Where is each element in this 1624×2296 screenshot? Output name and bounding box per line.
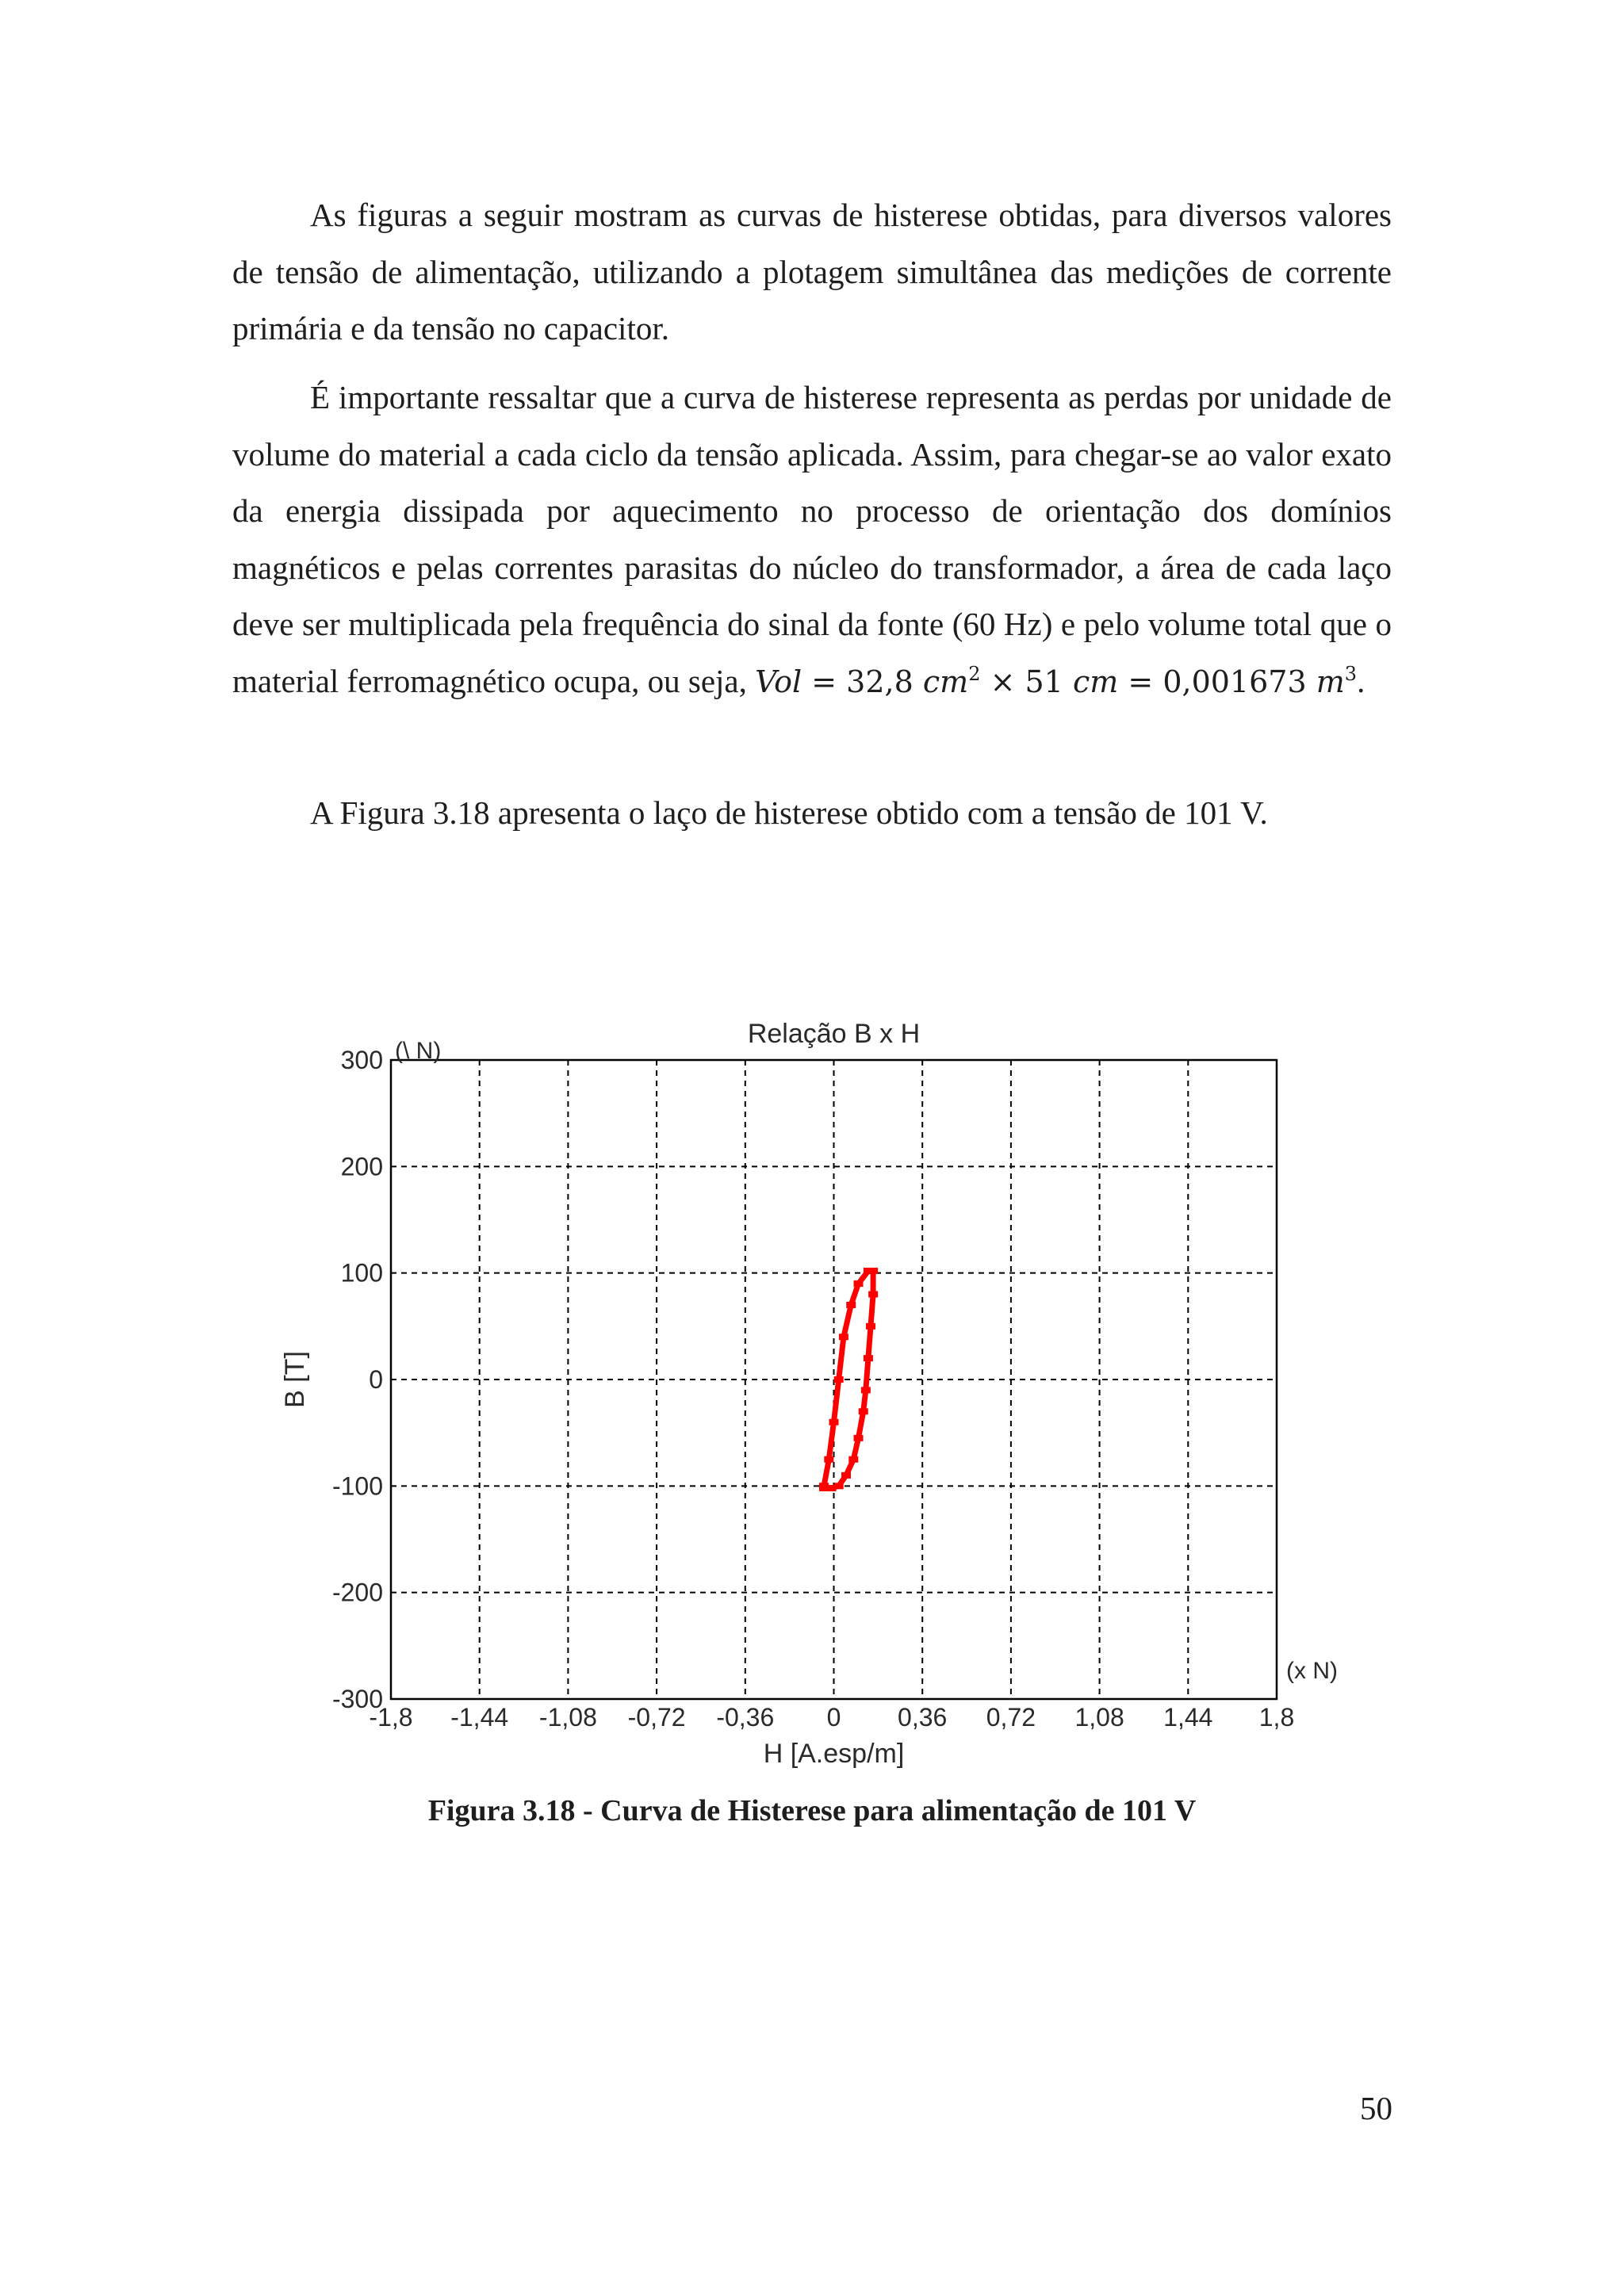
x-tick-label: -0,36 xyxy=(716,1703,775,1732)
volume-var: Vol xyxy=(755,664,802,699)
y-tick-label: 300 xyxy=(340,1046,383,1074)
hysteresis-point xyxy=(819,1483,829,1489)
x-axis-label: H [A.esp/m] xyxy=(763,1739,905,1769)
length-unit: cm xyxy=(1072,664,1119,699)
hysteresis-point xyxy=(868,1268,878,1274)
y-tick-label: 0 xyxy=(369,1365,383,1394)
y-tick-label: -200 xyxy=(331,1578,383,1607)
x-tick-label: -1,8 xyxy=(369,1703,413,1732)
paragraph-3-text: A Figura 3.18 apresenta o laço de histerese obtido com a tensão de 101 V. xyxy=(310,794,1268,831)
y-axis-label: B [T] xyxy=(280,1351,310,1408)
area-exponent: 2 xyxy=(968,662,981,685)
x-tick-label: 1,8 xyxy=(1258,1703,1295,1732)
hysteresis-point xyxy=(864,1355,873,1361)
page-number: 50 xyxy=(1360,2090,1392,2126)
volume-exponent: 3 xyxy=(1344,662,1358,685)
hysteresis-point xyxy=(861,1387,871,1393)
area-value: 32,8 xyxy=(846,664,914,699)
figure-hysteresis xyxy=(270,995,1356,1772)
hysteresis-point xyxy=(829,1419,839,1425)
hysteresis-point xyxy=(868,1292,878,1298)
y-tick-label: 100 xyxy=(340,1258,383,1288)
x-tick-label: -0,72 xyxy=(627,1703,686,1732)
hysteresis-point xyxy=(839,1334,848,1340)
y-tick-label: -100 xyxy=(331,1471,383,1501)
hysteresis-point xyxy=(854,1280,864,1287)
times-sign: × xyxy=(990,664,1016,699)
x-multiplier-label: (x N) xyxy=(1286,1658,1338,1684)
chart-title: Relação B x H xyxy=(747,1019,921,1049)
formula-eq-2: = xyxy=(1128,664,1154,699)
chart-grid xyxy=(391,1060,1277,1699)
y-multiplier-label: (\ N) xyxy=(395,1038,442,1064)
paragraph-2 xyxy=(232,369,1392,766)
paragraph-2-text: É importante ressaltar que a curva de histerese representa as perdas por unidade de volume do material a cada ciclo da tensão aplicada. Assim, para chegar-se ao valor exato da energia dissipada por aquecimento no processo de orientação dos domínios magnéticos e pelas correntes parasitas do núcleo do transformador, a área de cada laço deve ser multiplicada pela frequência do sinal da fonte (60 Hz) e pelo volume total que o material ferromagnético ocupa, ou seja, xyxy=(232,379,1392,699)
x-tick-label: 1,44 xyxy=(1163,1703,1213,1732)
y-tick-label: 200 xyxy=(340,1152,383,1181)
paragraph-3 xyxy=(232,785,1392,842)
paragraph-1-text: As figuras a seguir mostram as curvas de histerese obtidas, para diversos valores de tensão de alimentação, utilizando a plotagem simultânea das medições de corrente primária e da tensão no capacitor. xyxy=(232,197,1392,346)
area-unit: cm xyxy=(922,664,969,699)
hysteresis-point xyxy=(824,1456,833,1463)
x-tick-label: 1,08 xyxy=(1074,1703,1124,1732)
volume-formula xyxy=(755,664,1357,699)
hysteresis-point xyxy=(854,1435,864,1441)
x-tick-label: 0,36 xyxy=(898,1703,948,1732)
x-tick-label: 0 xyxy=(826,1703,841,1732)
y-tick-labels xyxy=(332,1046,383,1713)
hysteresis-point xyxy=(866,1323,875,1330)
y-tick-label: -300 xyxy=(331,1685,383,1713)
hysteresis-point xyxy=(859,1408,868,1414)
hysteresis-point xyxy=(846,1302,856,1308)
figure-caption: Figura 3.18 - Curva de Histerese para alimentação de 101 V xyxy=(427,1794,1197,1827)
hysteresis-chart xyxy=(270,995,1356,1772)
formula-eq: = xyxy=(811,664,837,699)
volume-value: 0,001673 xyxy=(1162,664,1307,699)
formula-period: . xyxy=(1357,662,1365,699)
volume-unit: m xyxy=(1316,664,1345,699)
length-value: 51 xyxy=(1025,664,1063,699)
hysteresis-point xyxy=(841,1472,851,1479)
x-tick-label: -1,44 xyxy=(450,1703,509,1732)
x-tick-label: -1,08 xyxy=(538,1703,597,1732)
paragraph-1 xyxy=(232,187,1392,358)
x-tick-label: 0,72 xyxy=(986,1703,1036,1732)
x-tick-labels xyxy=(369,1703,1294,1732)
hysteresis-point xyxy=(834,1376,844,1383)
hysteresis-point xyxy=(848,1456,858,1463)
